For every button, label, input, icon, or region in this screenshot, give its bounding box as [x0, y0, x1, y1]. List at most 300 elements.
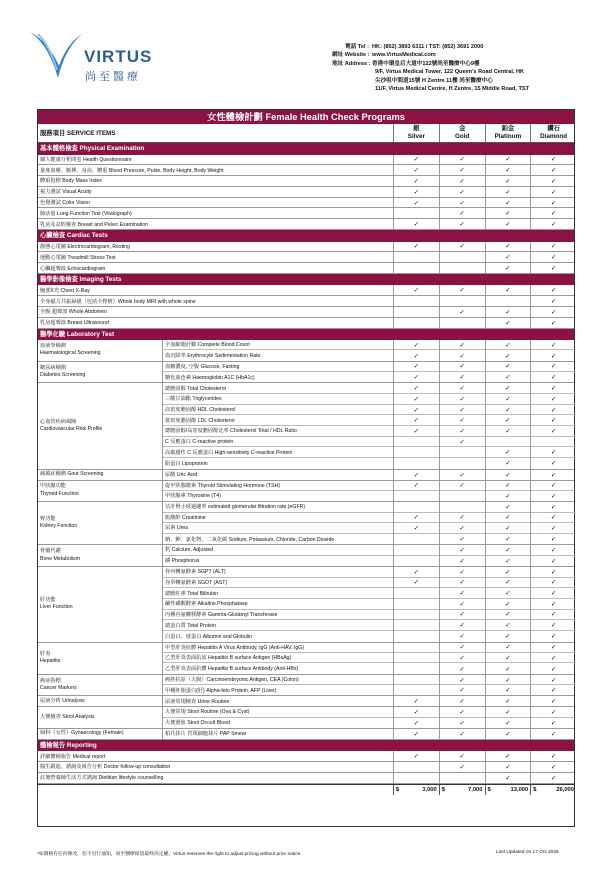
check-icon: ✓: [440, 362, 485, 372]
tier-column: [530, 208, 576, 218]
check-icon: ✓: [394, 362, 439, 372]
test-item: 丙種谷氨轉移酵素 Gamma-Glutamyl Transferase: [163, 610, 393, 621]
check-icon: ✓: [550, 730, 557, 738]
tier-column: [485, 318, 531, 328]
check-icon: ✓: [550, 156, 557, 164]
tier-column: [393, 470, 439, 480]
table-row-group: [38, 696, 574, 707]
category-label: [38, 707, 163, 728]
tick-columns: [393, 307, 576, 317]
check-icon: ✓: [413, 471, 420, 479]
tier-column: [530, 675, 576, 696]
check-icon: ✓: [505, 687, 511, 695]
check-icon: ✓: [505, 536, 511, 544]
tier-column: [485, 252, 531, 262]
check-icon: ✓: [459, 177, 465, 185]
check-icon: ✓: [486, 426, 531, 437]
tier-column: [439, 383, 485, 468]
check-icon: ✓: [459, 308, 465, 316]
check-icon: ✓: [440, 578, 485, 589]
table-row: [38, 307, 574, 318]
service-item: 全腹 超聲波 Whole Abdomen: [40, 309, 107, 316]
service-item: 乳房及盆腔檢查 Breast and Pelvic Examination: [40, 221, 149, 228]
tick-columns: [393, 165, 576, 175]
check-icon: ✓: [459, 536, 465, 544]
empty-cell: [531, 437, 576, 448]
tier-platinum-header: 鉑金 Platinum: [485, 124, 531, 142]
check-icon: ✓: [505, 319, 511, 327]
tier-column: [393, 481, 439, 502]
check-icon: ✓: [550, 254, 557, 262]
check-icon: ✓: [550, 188, 557, 196]
tier-column: [393, 707, 439, 728]
check-icon: ✓: [531, 567, 576, 578]
check-icon: ✓: [486, 383, 531, 394]
check-icon: ✓: [486, 653, 531, 663]
tier-column: [530, 242, 576, 252]
empty-cell: [394, 620, 439, 631]
tier-gold-header: 金 Gold: [439, 124, 485, 142]
check-icon: ✓: [394, 513, 439, 524]
category-label: [38, 362, 163, 383]
tier-column: [439, 696, 485, 706]
tier-column: [439, 263, 485, 273]
check-icon: ✓: [440, 588, 485, 599]
tier-column: [485, 219, 531, 229]
check-icon: ✓: [550, 298, 557, 306]
tier-column: [439, 176, 485, 186]
test-item: 尿液常規檢查 Urine Routine: [165, 698, 230, 705]
check-icon: ✓: [440, 523, 485, 534]
tier-column: [485, 263, 531, 273]
check-icon: ✓: [486, 481, 531, 491]
check-icon: ✓: [531, 415, 576, 426]
check-icon: ✓: [413, 719, 420, 727]
test-item: 大便潛血 Stool Occult Blood: [165, 720, 230, 727]
tier-column: [393, 545, 439, 566]
test-item: 總膽固醇 Total Cholesterol: [163, 383, 393, 394]
check-icon: ✓: [531, 675, 576, 685]
check-icon: ✓: [486, 588, 531, 599]
empty-cell: [440, 447, 485, 458]
programs-table: [37, 109, 575, 827]
test-item: 總蛋白質 Total Protein: [163, 620, 393, 631]
tier-column: [485, 675, 531, 696]
check-icon: ✓: [531, 599, 576, 610]
check-icon: ✓: [394, 481, 439, 491]
check-icon: ✓: [394, 426, 439, 437]
check-icon: ✓: [550, 243, 557, 251]
check-icon: ✓: [459, 557, 465, 565]
category-label: [38, 470, 163, 480]
table-row-group: [38, 643, 574, 675]
tick-columns: [393, 502, 576, 544]
tier-column: [485, 481, 531, 502]
tier-column: [439, 751, 485, 761]
tier-column: [439, 219, 485, 229]
tier-column: [530, 762, 576, 772]
check-icon: ✓: [486, 362, 531, 372]
check-icon: ✓: [394, 578, 439, 589]
tier-column: [439, 502, 485, 544]
tick-columns: [393, 208, 576, 218]
tier-column: [485, 208, 531, 218]
table-header-row: [38, 124, 574, 143]
empty-cell: [394, 534, 439, 545]
empty-cell: [440, 318, 485, 328]
tier-column: [393, 383, 439, 468]
empty-cell: [394, 208, 439, 218]
check-icon: ✓: [550, 492, 557, 500]
check-icon: ✓: [394, 383, 439, 394]
tier-column: [393, 773, 439, 783]
tick-columns: [393, 675, 576, 696]
tier-column: [530, 696, 576, 706]
check-icon: ✓: [486, 567, 531, 578]
price-platinum: $ 13,000: [485, 785, 531, 795]
empty-cell: [394, 447, 439, 458]
check-icon: ✓: [550, 774, 557, 782]
empty-cell: [394, 685, 439, 695]
check-icon: ✓: [505, 633, 511, 641]
tier-column: [439, 307, 485, 317]
table-row: [38, 176, 574, 187]
service-item: 色覺測試 Color Vision: [40, 200, 91, 207]
tick-columns: [393, 187, 576, 197]
check-icon: ✓: [440, 545, 485, 555]
check-icon: ✓: [505, 753, 511, 761]
test-item: 尿素 Urea: [163, 523, 393, 534]
empty-cell: [394, 502, 439, 513]
tier-column: [485, 707, 531, 728]
check-icon: ✓: [413, 753, 420, 761]
check-icon: ✓: [531, 362, 576, 372]
tier-column: [393, 176, 439, 186]
check-icon: ✓: [505, 177, 511, 185]
check-icon: ✓: [459, 471, 465, 479]
test-list: [163, 340, 393, 361]
category-en: Haematological Screening: [40, 350, 101, 357]
tick-columns: [393, 155, 576, 165]
check-icon: ✓: [486, 610, 531, 621]
check-icon: ✓: [550, 471, 557, 479]
check-icon: ✓: [459, 763, 465, 771]
category-zh: 肝炎: [40, 650, 51, 657]
check-icon: ✓: [505, 243, 511, 251]
test-item: 磷 Phosphorus: [165, 558, 200, 565]
check-icon: ✓: [550, 536, 557, 544]
contact-label: 網址 Website :: [332, 52, 370, 59]
tier-column: [485, 285, 531, 295]
test-item: 高敏感性 C 反應蛋白 High-sensitivity C-reactive Protein: [163, 447, 393, 458]
category-label: [38, 729, 163, 739]
check-icon: ✓: [550, 167, 557, 175]
category-zh: 婦科（女性）Gynaecology (Female): [40, 730, 124, 737]
tick-columns: [393, 176, 576, 186]
test-item: C 反應蛋白 C-reactive protein: [163, 437, 393, 448]
check-icon: ✓: [550, 287, 557, 295]
check-icon: ✓: [486, 599, 531, 610]
tier-column: [439, 362, 485, 383]
category-label: [38, 545, 163, 566]
tier-column: [439, 187, 485, 197]
address-line: 尖沙咀中間道15號 H Zentre 11樓 尚至醫療中心: [375, 77, 493, 84]
test-item: 谷草轉氨酵素 SGOT (AST): [163, 578, 393, 589]
check-icon: ✓: [505, 188, 511, 196]
check-icon: ✓: [459, 753, 465, 761]
check-icon: ✓: [505, 557, 511, 565]
check-icon: ✓: [440, 653, 485, 663]
check-icon: ✓: [550, 719, 557, 727]
check-icon: ✓: [531, 394, 576, 405]
empty-cell: [394, 491, 439, 501]
brand-name-en: VIRTUS: [84, 47, 153, 66]
tier-column: [530, 176, 576, 186]
category-en: Liver Function: [40, 604, 73, 611]
check-icon: ✓: [459, 687, 465, 695]
tier-column: [485, 165, 531, 175]
tier-column: [530, 219, 576, 229]
tick-columns: [393, 340, 576, 361]
tier-column: [393, 155, 439, 165]
check-icon: ✓: [505, 287, 511, 295]
check-icon: ✓: [440, 567, 485, 578]
table-row: [38, 263, 574, 274]
service-item: 視力測試 Visual Acuity: [40, 189, 92, 196]
check-icon: ✓: [505, 665, 511, 673]
check-icon: ✓: [440, 620, 485, 631]
check-icon: ✓: [486, 545, 531, 555]
check-icon: ✓: [550, 557, 557, 565]
check-icon: ✓: [505, 719, 511, 727]
check-icon: ✓: [505, 265, 511, 273]
check-icon: ✓: [486, 513, 531, 524]
check-icon: ✓: [440, 340, 485, 350]
tier-column: [530, 252, 576, 262]
category-zh: 心血管疾病風險: [40, 418, 77, 425]
check-icon: ✓: [531, 578, 576, 589]
check-icon: ✓: [459, 199, 465, 207]
service-item: 全身磁力共振掃描（包括全脊椎）Whole body MRI with whole spine: [40, 298, 196, 305]
table-row: [38, 751, 574, 762]
check-icon: ✓: [550, 308, 557, 316]
check-icon: ✓: [440, 415, 485, 426]
contact-value: www.VirtusMedical.com: [372, 52, 436, 59]
tick-columns: [393, 751, 576, 761]
category-label: [38, 567, 163, 642]
tier-column: [439, 340, 485, 361]
tier-column: [485, 545, 531, 566]
contact-line: [332, 51, 529, 59]
check-icon: ✓: [505, 492, 511, 500]
test-item: 甲型肝炎抗體 Hepatitis A Virus Antibody, IgG (Anti-HAV, IgG): [163, 643, 393, 653]
category-label: [38, 696, 163, 706]
section-header: 醫學化驗 Laboratory Test: [38, 329, 574, 341]
tier-column: [530, 751, 576, 761]
tier-column: [393, 696, 439, 706]
tier-column: [530, 285, 576, 295]
check-icon: ✓: [531, 502, 576, 513]
category-zh: 癌症指標: [40, 677, 61, 684]
category-label: [38, 481, 163, 502]
check-icon: ✓: [550, 199, 557, 207]
check-icon: ✓: [531, 447, 576, 458]
tier-column: [439, 773, 485, 783]
tick-columns: [393, 198, 576, 208]
address-line: 11/F, Virtus Medical Centre, H Zentre, 15 Middle Road, TST: [375, 86, 530, 93]
test-item: 血糖濃度, 空腹 Glucose, Fasting: [163, 362, 393, 372]
contact-value: 香港中環皇后大道中122號尚至醫療中心9樓: [372, 60, 480, 67]
check-icon: ✓: [531, 523, 576, 534]
check-icon: ✓: [550, 460, 557, 468]
test-item: 脂蛋白 Lipoprotein: [165, 460, 208, 467]
table-body: [38, 143, 574, 784]
tier-column: [530, 707, 576, 728]
check-icon: ✓: [413, 374, 420, 382]
table-row: [38, 773, 574, 784]
tier-column: [530, 362, 576, 383]
tick-columns: [393, 470, 576, 480]
tick-columns: [393, 252, 576, 262]
tier-column: [530, 643, 576, 674]
service-item: 胸部X光 Chest X-Ray: [40, 287, 90, 294]
check-icon: ✓: [440, 481, 485, 491]
check-icon: ✓: [486, 502, 531, 513]
check-icon: ✓: [531, 588, 576, 599]
tier-column: [439, 707, 485, 728]
table-row: [38, 252, 574, 263]
check-icon: ✓: [550, 633, 557, 641]
category-en: Hepatitis: [40, 658, 61, 665]
check-icon: ✓: [486, 394, 531, 405]
check-icon: ✓: [394, 340, 439, 350]
check-icon: ✓: [531, 340, 576, 350]
check-icon: ✓: [550, 763, 557, 771]
check-icon: ✓: [486, 620, 531, 631]
service-item: 乳房超聲波 Breast Ultrasound: [40, 320, 109, 327]
category-en: Thyroid Function: [40, 490, 79, 497]
tier-column: [393, 263, 439, 273]
tick-columns: [393, 696, 576, 706]
test-list: [163, 545, 393, 566]
tick-columns: [393, 545, 576, 566]
tier-diamond-header: 鑽石 Diamond: [530, 124, 576, 142]
tier-column: [439, 675, 485, 696]
check-icon: ✓: [459, 665, 465, 673]
table-row-group: [38, 340, 574, 362]
check-icon: ✓: [550, 210, 557, 218]
tier-column: [530, 296, 576, 306]
empty-cell: [440, 491, 485, 501]
check-icon: ✓: [550, 687, 557, 695]
empty-cell: [394, 296, 439, 306]
tier-column: [393, 187, 439, 197]
check-icon: ✓: [505, 698, 511, 706]
check-icon: ✓: [459, 374, 465, 382]
tier-column: [530, 481, 576, 502]
price-silver: $ 3,000: [393, 785, 439, 795]
tier-column: [485, 773, 531, 783]
table-row: [38, 762, 574, 773]
tier-column: [439, 545, 485, 566]
check-icon: ✓: [531, 545, 576, 555]
tier-column: [439, 567, 485, 642]
table-row: [38, 219, 574, 230]
check-icon: ✓: [459, 167, 465, 175]
tick-columns: [393, 729, 576, 739]
check-icon: ✓: [440, 513, 485, 524]
tier-column: [485, 470, 531, 480]
table-row-group: [38, 545, 574, 567]
address-line: 9/F, Virtus Medical Tower, 122 Queen's Road Central, HK: [375, 69, 525, 76]
table-row: [38, 155, 574, 166]
contact-label: 電話 Tel :: [345, 44, 369, 50]
check-icon: ✓: [440, 643, 485, 653]
tier-column: [439, 155, 485, 165]
tier-column: [485, 751, 531, 761]
check-icon: ✓: [505, 374, 511, 382]
check-icon: ✓: [550, 352, 557, 360]
empty-cell: [394, 252, 439, 262]
check-icon: ✓: [550, 665, 557, 673]
tick-columns: [393, 481, 576, 502]
check-icon: ✓: [505, 471, 511, 479]
category-label: [38, 675, 163, 696]
check-icon: ✓: [531, 481, 576, 491]
tier-column: [530, 198, 576, 208]
tier-column: [393, 165, 439, 175]
empty-cell: [394, 588, 439, 599]
tick-columns: [393, 242, 576, 252]
check-icon: ✓: [459, 210, 465, 218]
empty-cell: [486, 437, 531, 448]
tier-column: [393, 729, 439, 739]
check-icon: ✓: [505, 352, 511, 360]
check-icon: ✓: [413, 698, 420, 706]
check-icon: ✓: [505, 156, 511, 164]
empty-cell: [394, 773, 439, 783]
test-item: 血沉降率 Erythrocyte Sedimentation Rate: [165, 353, 261, 360]
tick-columns: [393, 773, 576, 783]
test-list: [163, 675, 393, 696]
check-icon: ✓: [413, 243, 420, 251]
table-title: 女性體檢計劃 Female Health Check Programs: [38, 110, 574, 124]
tier-column: [485, 383, 531, 468]
check-icon: ✓: [394, 394, 439, 405]
tier-column: [485, 696, 531, 706]
tier-column: [530, 340, 576, 361]
table-row: [38, 208, 574, 219]
check-icon: ✓: [394, 707, 439, 717]
test-list: [163, 383, 393, 468]
check-icon: ✓: [505, 199, 511, 207]
tier-column: [530, 773, 576, 783]
tier-column: [393, 675, 439, 696]
tier-column: [439, 318, 485, 328]
check-icon: ✓: [440, 437, 485, 448]
check-icon: ✓: [459, 719, 465, 727]
service-item: 心臟超聲波 Echocardiogram: [40, 265, 106, 272]
empty-cell: [394, 437, 439, 448]
tier-column: [393, 751, 439, 761]
contact-value: HK: (852) 3893 6311 / TST: (852) 3691 2000: [372, 44, 484, 50]
category-en: Bone Metabolism: [40, 555, 81, 562]
tier-column: [485, 567, 531, 642]
tier-column: [393, 252, 439, 262]
table-row: [38, 242, 574, 253]
check-icon: ✓: [413, 287, 420, 295]
tier-column: [393, 307, 439, 317]
